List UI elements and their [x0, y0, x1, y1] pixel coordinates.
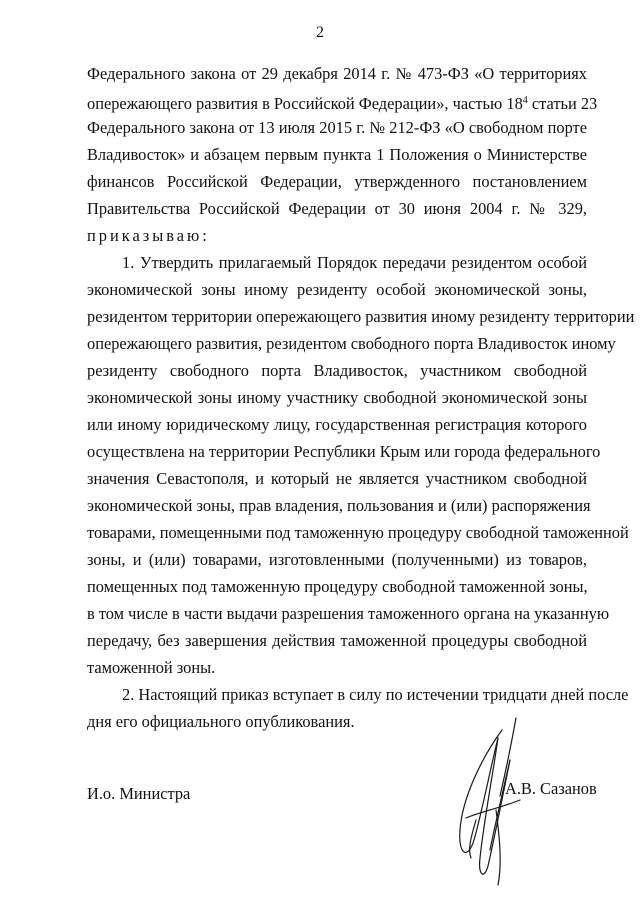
text-line: Федерального закона от 29 декабря 2014 г. № 473-ФЗ «О территориях [87, 64, 587, 83]
text-line: Владивосток» и абзацем первым пункта 1 Положения о Министерстве [87, 145, 587, 164]
text-line: 2. Настоящий приказ вступает в силу по истечении тридцати дней после [122, 685, 629, 704]
text-line: таможенной зоны. [87, 658, 216, 677]
text-segment: статьи 23 [527, 94, 598, 113]
text-line: экономической зоны иному резиденту особой экономической зоны, [87, 280, 587, 299]
text-line: экономической зоны иному участнику свободной экономической зоны [87, 388, 587, 407]
text-line: товарами, помещенными под таможенную процедуру свободной таможенной [87, 523, 629, 542]
text-line: в том числе в части выдачи разрешения таможенного органа на указанную [87, 604, 610, 623]
handwritten-signature [440, 700, 550, 890]
text-line: дня его официального опубликования. [87, 712, 355, 731]
text-line: Федерального закона от 13 июля 2015 г. № 212-ФЗ «О свободном порте [87, 118, 587, 137]
text-line: передачу, без завершения действия таможенной процедуры свободной [87, 631, 587, 650]
text-line [87, 91, 598, 114]
text-line: резиденту свободного порта Владивосток, участником свободной [87, 361, 587, 380]
text-line: резидентом территории опережающего развития иному резиденту территории [87, 307, 635, 326]
text-line: опережающего развития, резидентом свободного порта Владивосток иному [87, 334, 616, 353]
text-line: помещенных под таможенную процедуру свободной таможенной зоны, [87, 577, 588, 596]
text-line: или иному юридическому лицу, государственная регистрация которого [87, 415, 587, 434]
signature-title: И.о. Министра [87, 784, 191, 803]
text-line: экономической зоны, прав владения, пользования и (или) распоряжения [87, 496, 591, 515]
text-line: осуществлена на территории Республики Крым или города федерального [87, 442, 601, 461]
text-line-order: приказываю: [87, 226, 210, 245]
text-line: 1. Утвердить прилагаемый Порядок передачи резидентом особой [122, 253, 587, 272]
text-line: значения Севастополя, и который не является участником свободной [87, 469, 587, 488]
superscript: 4 [522, 95, 528, 106]
text-line: зоны, и (или) товарами, изготовленными (полученными) из товаров, [87, 550, 587, 569]
text-segment: опережающего развития в Российской Федерации», частью 18 [87, 94, 523, 113]
page-number: 2 [316, 24, 324, 41]
signature-name: А.В. Сазанов [505, 779, 597, 798]
text-line: Правительства Российской Федерации от 30 июня 2004 г. № 329, [87, 199, 587, 218]
text-line: финансов Российской Федерации, утвержденного постановлением [87, 172, 587, 191]
